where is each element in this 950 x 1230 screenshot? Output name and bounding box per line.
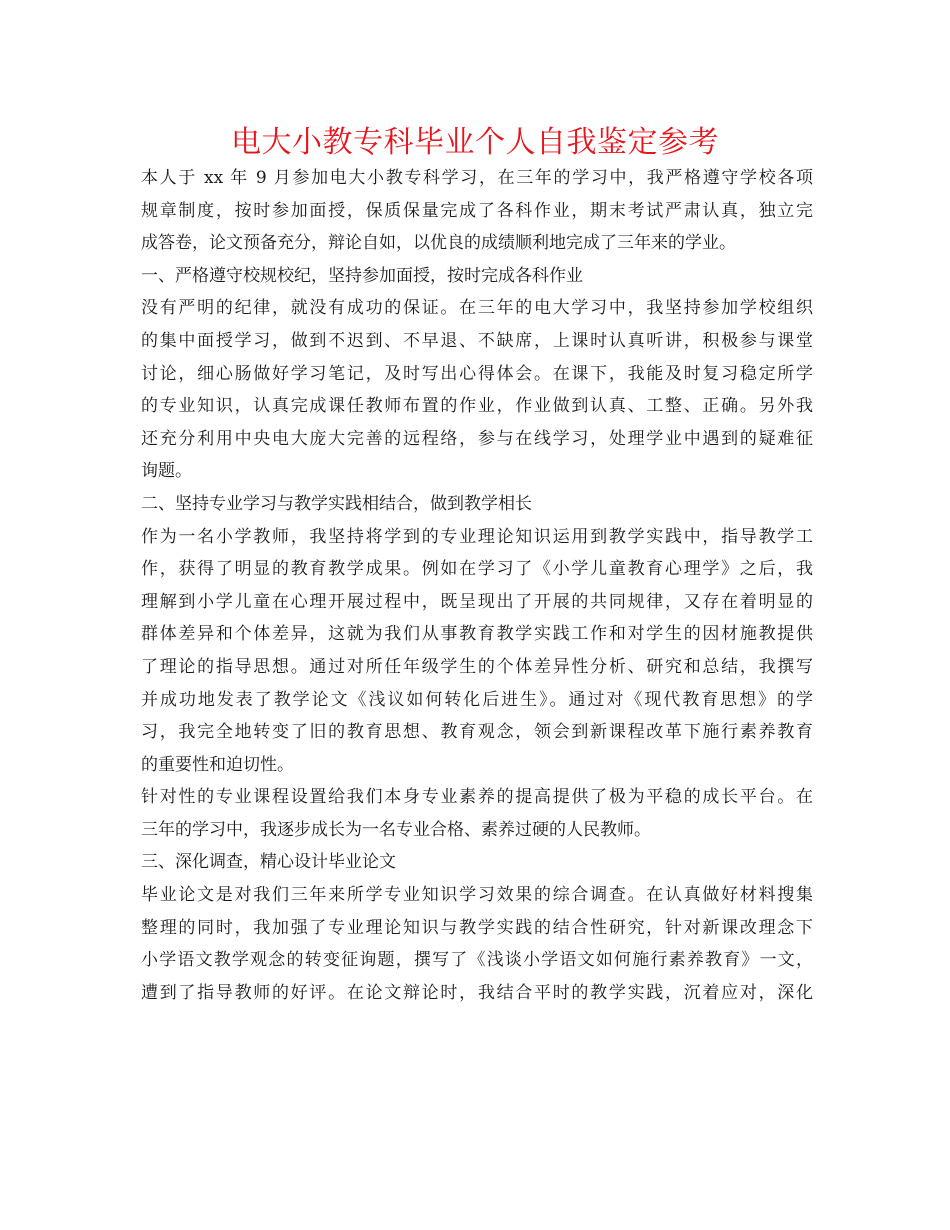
body-line: 一、严格遵守校规校纪，坚持参加面授，按时完成各科作业 <box>141 265 583 286</box>
body-line: 的重要性和迫切性。 <box>141 754 294 775</box>
body-line: 群体差异和个体差异，这就为我们从事教育教学实践工作和对学生的因材施教提供 <box>141 624 813 645</box>
body-line: 二、坚持专业学习与教学实践相结合，做到教学相长 <box>141 493 532 514</box>
body-line: 没有严明的纪律，就没有成功的保证。在三年的电大学习中，我坚持参加学校组织 <box>141 298 813 319</box>
body-line: 小学语文教学观念的转变征询题，撰写了《浅谈小学语文如何施行素养教育》一文， <box>141 950 813 971</box>
body-line: 成答卷，论文预备充分，辩论自如，以优良的成绩顺利地完成了三年来的学业。 <box>141 233 736 254</box>
body-line: 作为一名小学教师，我坚持将学到的专业理论知识运用到教学实践中，指导教学工 <box>141 526 813 547</box>
body-line: 本人于 xx 年 9 月参加电大小教专科学习，在三年的学习中，我严格遵守学校各项 <box>141 168 813 188</box>
body-line: 理解到小学儿童在心理开展过程中，既呈现出了开展的共同规律，又存在着明显的 <box>141 591 813 612</box>
body-line: 规章制度，按时参加面授，保质保量完成了各科作业，期末考试严肃认真，独立完 <box>141 200 813 221</box>
body-line: 遭到了指导教师的好评。在论文辩论时，我结合平时的教学实践，沉着应对，深化 <box>141 982 813 1003</box>
body-line: 作，获得了明显的教育教学成果。例如在学习了《小学儿童教育心理学》之后，我 <box>141 559 813 580</box>
body-line: 针对性的专业课程设置给我们本身专业素养的提高提供了极为平稳的成长平台。在 <box>141 787 813 808</box>
body-line: 整理的同时，我加强了专业理论知识与教学实践的结合性研究，针对新课改理念下 <box>141 917 813 938</box>
body-line: 询题。 <box>141 461 192 482</box>
body-line: 三、深化调查，精心设计毕业论文 <box>141 852 396 873</box>
document-body <box>141 162 813 1009</box>
body-line: 的集中面授学习，做到不迟到、不早退、不缺席，上课时认真听讲，积极参与课堂 <box>141 330 813 351</box>
body-line: 习，我完全地转变了旧的教育思想、教育观念，领会到新课程改革下施行素养教育 <box>141 722 813 743</box>
body-line: 讨论，细心肠做好学习笔记，及时写出心得体会。在课下，我能及时复习稳定所学 <box>141 363 813 384</box>
body-line: 还充分利用中央电大庞大完善的远程络，参与在线学习，处理学业中遇到的疑难征 <box>141 428 813 449</box>
body-line: 毕业论文是对我们三年来所学专业知识学习效果的综合调查。在认真做好材料搜集 <box>141 885 813 906</box>
document-title: 电大小教专科毕业个人自我鉴定参考 <box>231 125 719 160</box>
body-line: 并成功地发表了教学论文《浅议如何转化后进生》。通过对《现代教育思想》的学 <box>141 689 813 710</box>
body-line: 了理论的指导思想。通过对所任年级学生的个体差异性分析、研究和总结，我撰写 <box>141 656 813 677</box>
body-line: 的专业知识，认真完成课任教师布置的作业，作业做到认真、工整、正确。另外我 <box>141 396 813 417</box>
body-line: 三年的学习中，我逐步成长为一名专业合格、素养过硬的人民教师。 <box>141 819 651 840</box>
